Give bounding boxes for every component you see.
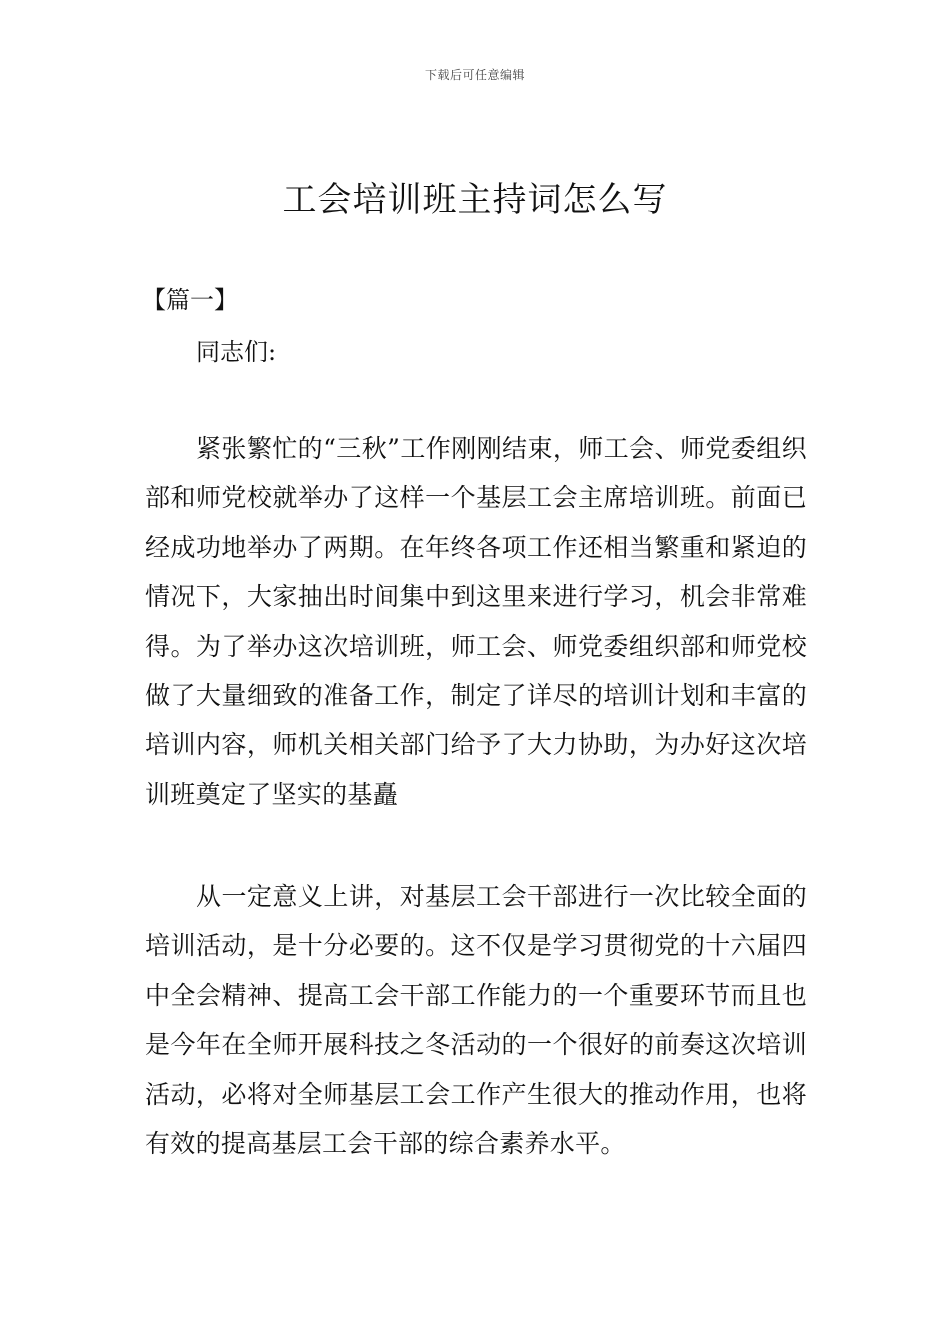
document-title: 工会培训班主持词怎么写 <box>282 180 668 220</box>
salutation: 同志们: <box>196 338 277 366</box>
body-paragraph: 紧张繁忙的“三秋”工作刚刚结束，师工会、师党委组织部和师党校就举办了这样一个基层工会主席培训班。前面已经成功地举办了两期。在年终各项工作还相当繁重和紧迫的情况下，大家抽出时间集中到这里来进行学习，机会非常难得。为了举办这次培训班，师工会、师党委组织部和师党校做了大量细致的准备工作，制定了详尽的培训计划和丰富的培训内容，师机关相关部门给予了大力协助，为办好这次培训班奠定了坚实的基矗 <box>145 434 807 809</box>
body-paragraph: 从一定意义上讲，对基层工会干部进行一次比较全面的培训活动，是十分必要的。这不仅是学习贯彻党的十六届四中全会精神、提高工会干部工作能力的一个重要环节而且也是今年在全师开展科技之冬活动的一个很好的前奏这次培训活动，必将对全师基层工会工作产生很大的推动作用，也将有效的提高基层工会干部的综合素养水平。 <box>145 882 807 1159</box>
header-note: 下载后可任意编辑 <box>424 68 525 82</box>
section-label: 【篇一】 <box>142 286 238 314</box>
